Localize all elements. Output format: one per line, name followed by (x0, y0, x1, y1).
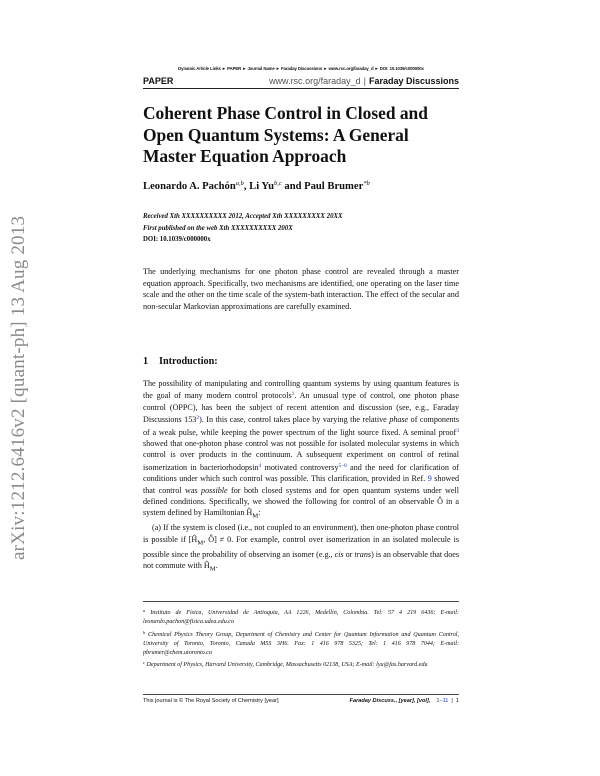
text-run: or (343, 549, 355, 559)
emphasis: trans (354, 549, 372, 559)
abstract: The underlying mechanisms for one photon phase control are revealed through a master equation approach. Specifically, two mechanisms are identified, one operating on the laser time scale and the other on the time scale of the system-bath interaction. The effect of the secular and non-secular Markovian approximations are carefully examined. (143, 267, 459, 311)
affiliation-marker: b,c (273, 180, 282, 187)
received-date: Received Xth XXXXXXXXXX 2012, Accepted Xth XXXXXXXXX 20XX (143, 213, 343, 220)
subscript: M (197, 539, 204, 547)
page-footer (143, 694, 459, 706)
footnote-text: Department of Physics, Harvard University, Cambridge, Massachusetts 02138, USA; E-mail: lyu@fas.harvard.edu (145, 662, 428, 669)
footnote-text: Chemical Physics Theory Group, Department of Chemistry and Center for Quantum Information and Quantum Control, University of Toronto, Toronto, Canada M5S 3H6. Fax: 1 416 978 5325; Tel: 1 416 978 7044; E-mail: pbrumer@chem.utoronto.ca (143, 631, 459, 657)
text-run: showed that control was (143, 474, 459, 495)
citation-link[interactable]: 5–8 (338, 462, 347, 469)
journal-url[interactable]: www.rsc.org/faraday_d (269, 76, 361, 86)
affiliation-marker: a,b (235, 180, 244, 187)
text-run: for both closed systems and for open quantum systems under well defined conditions. Specifically, we showed the following for control of an observable Ô in a system defined by Hamiltonian Ĥ (143, 485, 459, 518)
footnote (143, 628, 459, 659)
footnote-marker: a (143, 608, 146, 613)
citation-link[interactable]: 2 (196, 415, 200, 422)
citation-link[interactable]: 4 (258, 462, 262, 469)
section-title: Introduction: (159, 356, 218, 367)
journal-name: Faraday Discussions (368, 76, 459, 86)
subscript: M (209, 565, 216, 573)
text-run: : (258, 508, 261, 518)
journal-header (143, 74, 459, 89)
footnote-marker: c (143, 660, 145, 666)
footnote (143, 606, 459, 628)
page-number: 1 (455, 698, 459, 704)
paper-title: Coherent Phase Control in Closed and Open Quantum Systems: A General Master Equation Approach (143, 103, 428, 166)
text-run: ) is an observable that does not commute with Ĥ (143, 549, 459, 571)
section-heading (143, 356, 459, 367)
first-published-date: First published on the web Xth XXXXXXXXXX 200X (143, 224, 293, 232)
page-range[interactable]: 1–11 (436, 698, 449, 704)
section-number: 1 (143, 356, 149, 367)
footer-separator: | (451, 698, 453, 704)
doi[interactable]: DOI: 10.1039/c000000x (143, 236, 211, 243)
subscript: M (252, 513, 259, 521)
text-run: (a) If the system is closed (i.e., not coupled to an environment), then one-photon phase control is possible if [Ĥ (143, 523, 459, 544)
footnote (143, 658, 459, 670)
text-run: ). In this case, control takes place by varying the relative (199, 415, 390, 425)
citation-link[interactable]: 1 (291, 391, 295, 398)
emphasis: possible (201, 485, 228, 495)
footnote-text: Instituto de Física, Universidad de Antioquia, AA 1226, Medellín, Colombia. Tel: 57 4 219 6436; E-mail: leonardo.pachon@fisica.udea.edu.co (143, 610, 459, 626)
text-run: motivated controversy (261, 462, 339, 472)
copyright-notice: This journal is © The Royal Society of Chemistry [year] (143, 698, 279, 704)
text-run: . (215, 561, 218, 571)
journal-citation: Faraday Discuss., [year], [vol], (349, 698, 431, 704)
arxiv-stamp: arXiv:1212.6416v2 [quant-ph] 13 Aug 2013 (8, 215, 29, 560)
footnote-marker: b (143, 629, 146, 635)
paragraph (143, 522, 459, 575)
text-run: and the need for clarification of conditions under which such control was possible. This clarification, provided in Ref. (143, 462, 459, 484)
header-separator: | (363, 76, 366, 86)
emphasis: phase (389, 415, 409, 425)
text-run: The possibility of manipulating and controlling quantum systems by using quantum features is the goal of many modern control protocols (143, 379, 459, 401)
emphasis: cis (334, 549, 344, 559)
text-run: of components of a weak pulse, while keeping the power spectrum of the light source fixed. A seminal proof (143, 415, 460, 437)
text-run: showed that one-photon phase control was not possible for isolated molecular systems in which control is over products in the continuum. A subsequent experiment on control of retinal isomerization in bacteriorhodopsin (143, 439, 459, 472)
affiliation-marker: *b (363, 180, 370, 187)
text-run: . An unusual type of control, one photon phase control (OPPC), has been the subject of recent attention and discussion (see, e.g., Faraday Discussions 153 (143, 391, 459, 425)
author-list (143, 180, 459, 192)
affiliation-footnotes (143, 601, 459, 671)
dynamic-article-links: Dynamic Article Links ► PAPER ► Journal Name ► Faraday Discussions ► www.rsc.org/faraday_d ► DOI: 10.1039/c000000x (178, 66, 424, 71)
publication-dates (143, 211, 459, 246)
author-name: , Li Yu (243, 181, 274, 192)
citation-link[interactable]: 9 (427, 474, 432, 484)
paragraph (143, 378, 459, 522)
body-text (143, 378, 459, 575)
author-name: Leonardo A. Pachón (143, 181, 236, 192)
author-name: and Paul Brumer (281, 181, 364, 192)
citation-link[interactable]: 3 (456, 427, 459, 434)
text-run: , Ô] ≠ 0. For example, control over isomerization in an isolated molecule is possible since the probability of observing an isomer (e.g., (143, 534, 459, 559)
paper-label: PAPER (143, 76, 174, 86)
